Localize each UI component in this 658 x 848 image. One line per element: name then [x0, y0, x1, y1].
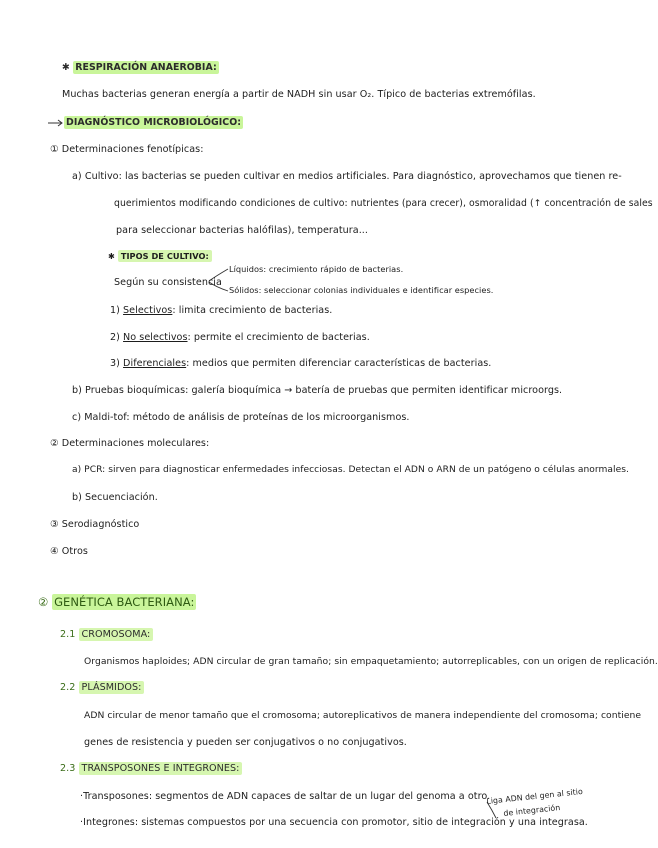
serodiagnostico-text: ③ Serodiagnóstico: [50, 519, 140, 530]
respiracion-title-text: RESPIRACIÓN ANAEROBIA:: [75, 62, 217, 73]
solidos-text: Sólidos: seleccionar colonias individuales e identificar especies.: [229, 285, 494, 295]
transposones-heading: 2.3 TRANSPOSONES E INTEGRONES:: [60, 763, 242, 774]
maldi-tof: c) Maldi-tof: método de análisis de proteínas de los microorganismos.: [72, 412, 410, 423]
cromosoma-heading: 2.1 CROMOSOMA:: [60, 629, 153, 640]
section-number-2: ②: [38, 595, 49, 609]
tipo-no-selectivos: 2) No selectivos: permite el crecimiento de bacterias.: [110, 332, 370, 343]
cultivo-line1: a) Cultivo: las bacterias se pueden cultivar en medios artificiales. Para diagnóstico, aprovechamos que tienen re-: [72, 171, 622, 182]
respiracion-text: Muchas bacterias generan energía a partir de NADH sin usar O₂. Típico de bacterias extremófilas.: [62, 89, 536, 100]
cultivo-line3: para seleccionar bacterias halófilas), temperatura...: [116, 225, 369, 236]
integrones-text: ·Integrones: sistemas compuestos por una secuencia con promotor, sitio de integración y una integrasa.: [80, 817, 588, 828]
plasmidos-line1: ADN circular de menor tamaño que el cromosoma; autoreplicativos de manera independiente del cromosoma; contiene: [84, 710, 642, 721]
diagnostico-title: DIAGNÓSTICO MICROBIOLÓGICO:: [66, 117, 242, 128]
moleculares-label: ② Determinaciones moleculares:: [50, 438, 210, 449]
cromosoma-text: Organismos haploides; ADN circular de gran tamaño; sin empaquetamiento; autorreplicables, con un origen de replicación.: [84, 656, 658, 667]
consistencia-label: Según su consistencia: [114, 277, 222, 288]
plasmidos-heading: 2.2 PLÁSMIDOS:: [60, 682, 144, 693]
liquidos-text: Líquidos: crecimiento rápido de bacterias.: [229, 264, 404, 274]
respiracion-title: ✱ RESPIRACIÓN ANAEROBIA:: [62, 62, 217, 73]
pruebas-bioquimicas: b) Pruebas bioquímicas: galería bioquímica → batería de pruebas que permiten identificar microorgs.: [72, 385, 563, 396]
cultivo-line2: querimientos modificando condiciones de cultivo: nutrientes (para crecer), osmoralidad (↑ concentración de sales: [114, 198, 653, 209]
otros-text: ④ Otros: [50, 546, 88, 557]
tipo-diferenciales: 3) Diferenciales: medios que permiten diferenciar características de bacterias.: [110, 358, 492, 369]
tipos-cultivo-title: ✱ TIPOS DE CULTIVO:: [108, 251, 212, 261]
plasmidos-line2: genes de resistencia y pueden ser conjugativos o no conjugativos.: [84, 737, 407, 748]
pcr-text: a) PCR: sirven para diagnosticar enfermedades infecciosas. Detectan el ADN o ARN de un patógeno o células anormales.: [72, 465, 629, 475]
secuenciacion-text: b) Secuenciación.: [72, 492, 158, 503]
integrasa-note-line1: Liga ADN del gen al sitio: [486, 786, 584, 806]
fenotipicas-label: ① Determinaciones fenotípicas:: [50, 144, 204, 155]
genetica-title: ② GENÉTICA BACTERIANA:: [38, 595, 195, 609]
integrasa-note-line2: de integración: [503, 803, 561, 818]
transposones-text: ·Transposones: segmentos de ADN capaces de saltar de un lugar del genoma a otro.: [80, 791, 491, 802]
tipo-selectivos: 1) Selectivos: limita crecimiento de bacterias.: [110, 305, 333, 316]
